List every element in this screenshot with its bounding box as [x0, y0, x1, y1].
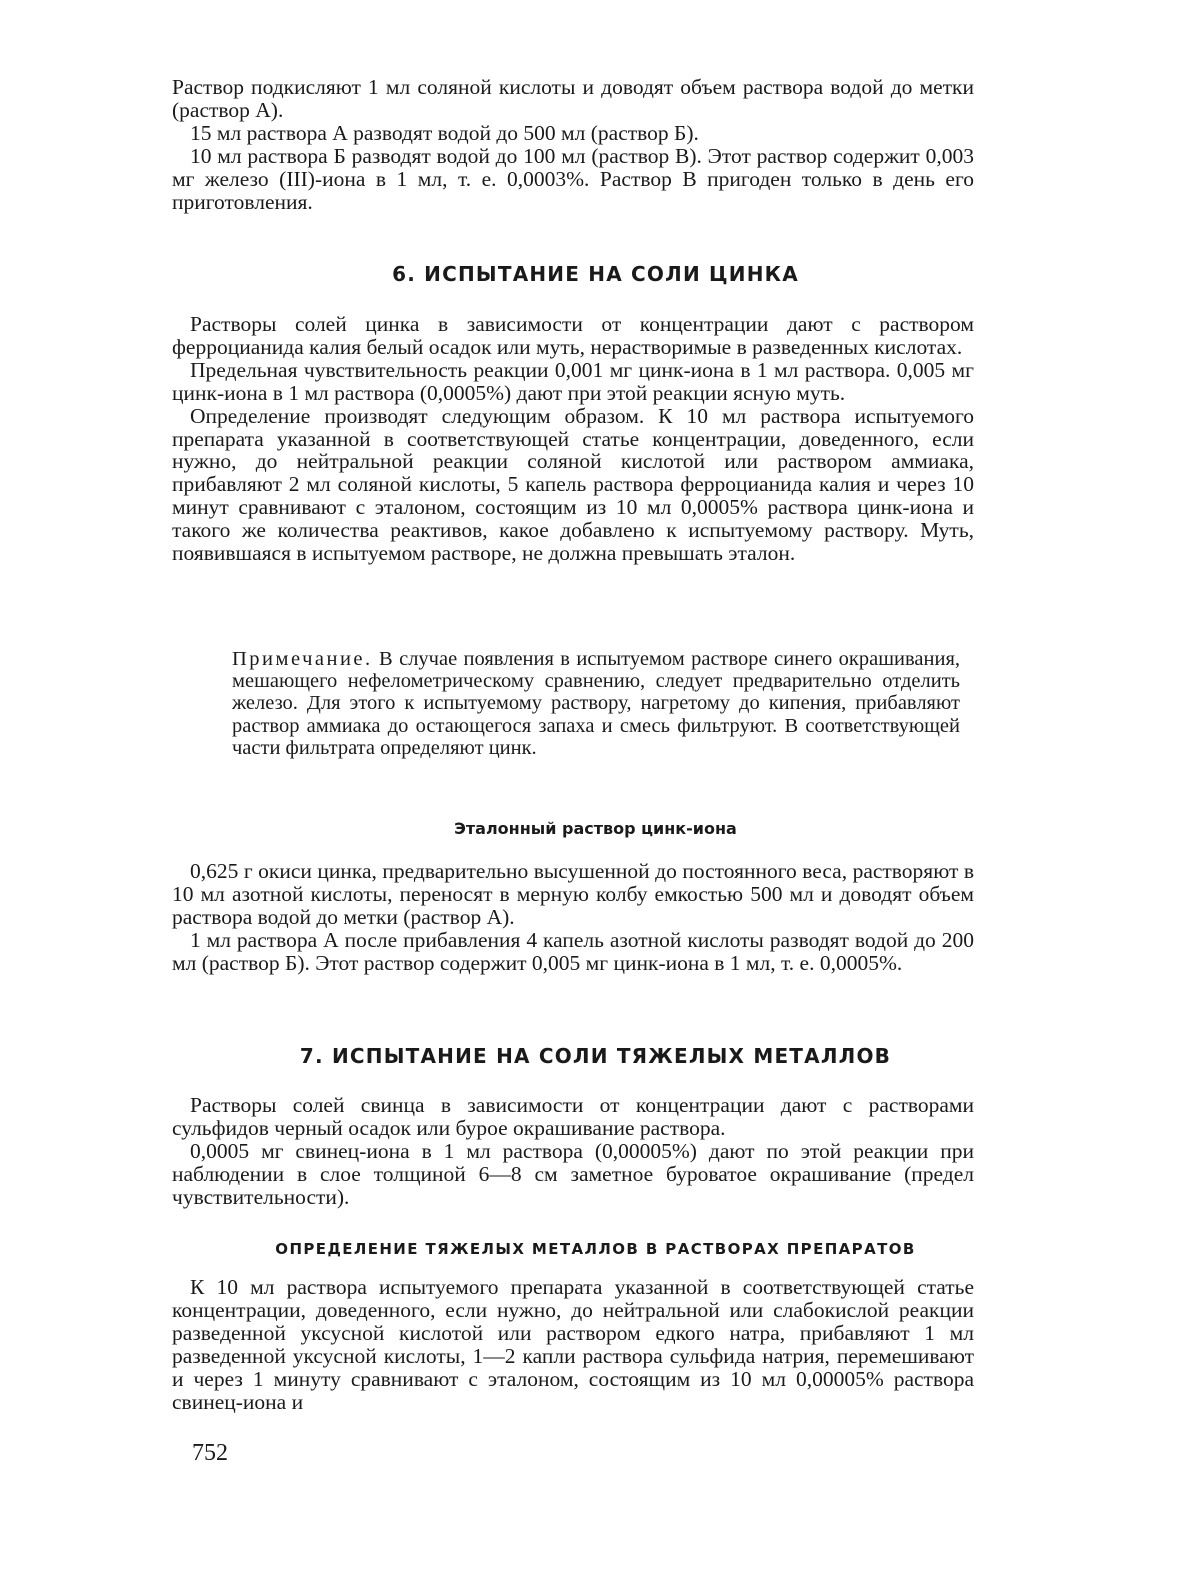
subsection-title: ОПРЕДЕЛЕНИЕ ТЯЖЕЛЫХ МЕТАЛЛОВ В РАСТВОРАХ ПРЕПАРАТОВ [275, 1240, 916, 1258]
heavy-metals-body [172, 1276, 974, 1413]
standard-solution-body [172, 860, 974, 975]
intro-block [172, 76, 974, 213]
paragraph: 10 мл раствора Б разводят водой до 100 мл (раствор В). Этот раствор содержит 0,003 мг железо (III)-иона в 1 мл, т. е. 0,0003%. Раствор В пригоден только в день его приготовления. [172, 143, 974, 214]
paragraph: Предельная чувствительность реакции 0,001 мг цинк-иона в 1 мл раствора. 0,005 мг цинк-иона в 1 мл раствора (0,0005%) дают при этой реакции ясную муть. [172, 357, 974, 405]
subsection-title: Эталонный раствор цинк-иона [454, 819, 737, 838]
section-title: 6. ИСПЫТАНИЕ НА СОЛИ ЦИНКА [392, 262, 799, 286]
paragraph: Определение производят следующим образом. К 10 мл раствора испытуемого препарата указанной в соответствующей статье концентрации, доведенного, если нужно, до нейтральной реакции соляной кислотой или раствором аммиака, прибавляют 2 мл соляной кислоты, 5 капель раствора ферроцианида калия и через 10 минут сравнивают с эталоном, состоящим из 10 мл 0,0005% раствора цинк-иона и такого же количества реактивов, какое добавлено к испытуемому раствору. Муть, появившаяся в испытуемом растворе, не должна превышать эталон. [172, 403, 974, 566]
section-title: 7. ИСПЫТАНИЕ НА СОЛИ ТЯЖЕЛЫХ МЕТАЛЛОВ [299, 1044, 892, 1068]
page-number: 752 [192, 1440, 228, 1466]
paragraph: 1 мл раствора А после прибавления 4 капель азотной кислоты разводят водой до 200 мл (раствор Б). Этот раствор содержит 0,005 мг цинк-иона в 1 мл, т. е. 0,0005%. [172, 927, 974, 975]
paragraph: Растворы солей цинка в зависимости от концентрации дают с раствором ферроцианида калия белый осадок или муть, нерастворимые в разведенных кислотах. [172, 312, 974, 359]
note-paragraph [232, 648, 960, 759]
section-7-body [172, 1094, 974, 1209]
note-label: Примечание. [232, 648, 373, 670]
section-6-body [172, 313, 974, 565]
note-text: В случае появления в испытуемом растворе синего окрашивания, мешающего нефелометрическому сравнению, следует предварительно отделить железо. Для этого к испытуемому раствору, нагретому до кипения, прибавляют раствор аммиака до остающегося запаха и смесь фильтруют. В соответствующей части фильтрата определяют цинк. [232, 648, 960, 759]
paragraph: Раствор подкисляют 1 мл соляной кислоты и доводят объем раствора водой до метки (раствор А). [172, 75, 974, 122]
paragraph: 0,625 г окиси цинка, предварительно высушенной до постоянного веса, растворяют в 10 мл азотной кислоты, переносят в мерную колбу емкостью 500 мл и доводят объем раствора водой до метки (раствор А). [172, 859, 974, 929]
paragraph: 15 мл раствора А разводят водой до 500 мл (раствор Б). [190, 120, 699, 145]
paragraph: К 10 мл раствора испытуемого препарата указанной в соответствующей статье концентрации, доведенного, если нужно, до нейтральной или слабокислой реакции разведенной уксусной кислотой или раствором едкого натра, прибавляют 1 мл разведенной уксусной кислоты, 1—2 капли раствора сульфида натрия, перемешивают и через 1 минуту сравнивают с эталоном, состоящим из 10 мл 0,00005% раствора свинец-иона и [172, 1275, 974, 1414]
note-block [232, 648, 960, 759]
paragraph: Растворы солей свинца в зависимости от концентрации дают с растворами сульфидов черный осадок или бурое окрашивание раствора. [172, 1093, 974, 1140]
paragraph: 0,0005 мг свинец-иона в 1 мл раствора (0,00005%) дают по этой реакции при наблюдении в слое толщиной 6—8 см заметное буроватое окрашивание (предел чувствительности). [172, 1138, 974, 1209]
